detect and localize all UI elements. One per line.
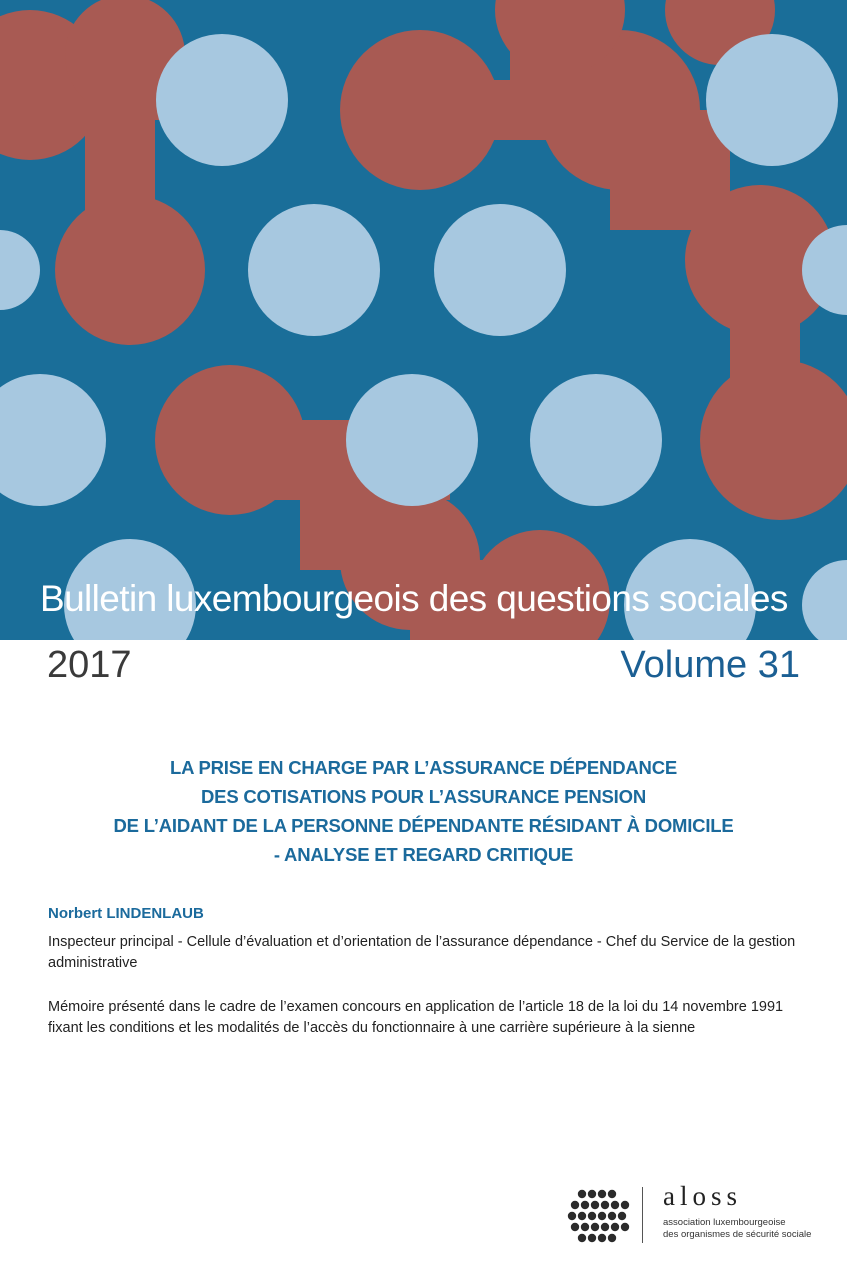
article-title <box>60 753 787 869</box>
memoire-description: Mémoire présenté dans le cadre de l’examen concours en application de l’article 18 de la loi du 14 novembre 1991 fixant les conditions et les modalités de l’accès du fonctionnaire à une carrière supérieure à la sienne <box>48 999 784 1036</box>
volume-number: Volume 31 <box>620 644 800 686</box>
logo-dot <box>598 1190 606 1198</box>
logo-dot <box>588 1212 596 1220</box>
light-circle <box>156 34 288 166</box>
article-title-line: DE L’AIDANT DE LA PERSONNE DÉPENDANTE RÉSIDANT À DOMICILE <box>113 815 734 836</box>
light-circle <box>346 374 478 506</box>
red-link <box>510 0 590 100</box>
light-circle <box>530 374 662 506</box>
logo-dot <box>591 1223 599 1231</box>
logo-dot <box>601 1223 609 1231</box>
logo-dot <box>598 1212 606 1220</box>
logo-dot <box>598 1234 606 1242</box>
publisher-tagline-line: association luxembourgeoise <box>663 1217 786 1228</box>
logo-dot <box>588 1190 596 1198</box>
aloss-dots-icon <box>566 1188 630 1244</box>
logo-dot <box>581 1201 589 1209</box>
logo-dot <box>618 1212 626 1220</box>
logo-dot <box>601 1201 609 1209</box>
red-link <box>610 110 730 230</box>
logo-dot <box>578 1212 586 1220</box>
article-title-line: LA PRISE EN CHARGE PAR L’ASSURANCE DÉPENDANCE <box>169 757 677 778</box>
logo-dot <box>591 1201 599 1209</box>
series-title: Bulletin luxembourgeois des questions sociales <box>40 578 788 619</box>
article-title-line: - ANALYSE ET REGARD CRITIQUE <box>273 844 574 865</box>
light-circle <box>248 204 380 336</box>
author-name: Norbert LINDENLAUB <box>48 905 204 922</box>
logo-dot <box>571 1223 579 1231</box>
light-circle <box>434 204 566 336</box>
logo-divider <box>642 1187 643 1243</box>
red-link <box>85 80 155 270</box>
publisher-logo <box>566 1181 816 1245</box>
logo-dot <box>621 1223 629 1231</box>
logo-dot <box>608 1234 616 1242</box>
logo-dot <box>588 1234 596 1242</box>
logo-dot <box>571 1201 579 1209</box>
logo-dot <box>581 1223 589 1231</box>
logo-dot <box>578 1190 586 1198</box>
publisher-tagline-line: des organismes de sécurité sociale <box>663 1229 812 1240</box>
logo-dot <box>608 1212 616 1220</box>
logo-dot <box>608 1190 616 1198</box>
logo-dot <box>578 1234 586 1242</box>
logo-dot <box>611 1201 619 1209</box>
publisher-name: aloss <box>663 1181 742 1211</box>
publisher-tagline <box>663 1217 811 1241</box>
logo-dot <box>568 1212 576 1220</box>
author-role: Inspecteur principal - Cellule d’évaluation et d’orientation de l’assurance dépendance - Chef du Service de la gestion administrative <box>48 934 796 971</box>
publication-year: 2017 <box>47 644 132 686</box>
red-link <box>730 260 800 440</box>
article-title-line: DES COTISATIONS POUR L’ASSURANCE PENSION <box>201 786 646 807</box>
logo-dot <box>611 1223 619 1231</box>
logo-dot <box>621 1201 629 1209</box>
light-circle <box>706 34 838 166</box>
